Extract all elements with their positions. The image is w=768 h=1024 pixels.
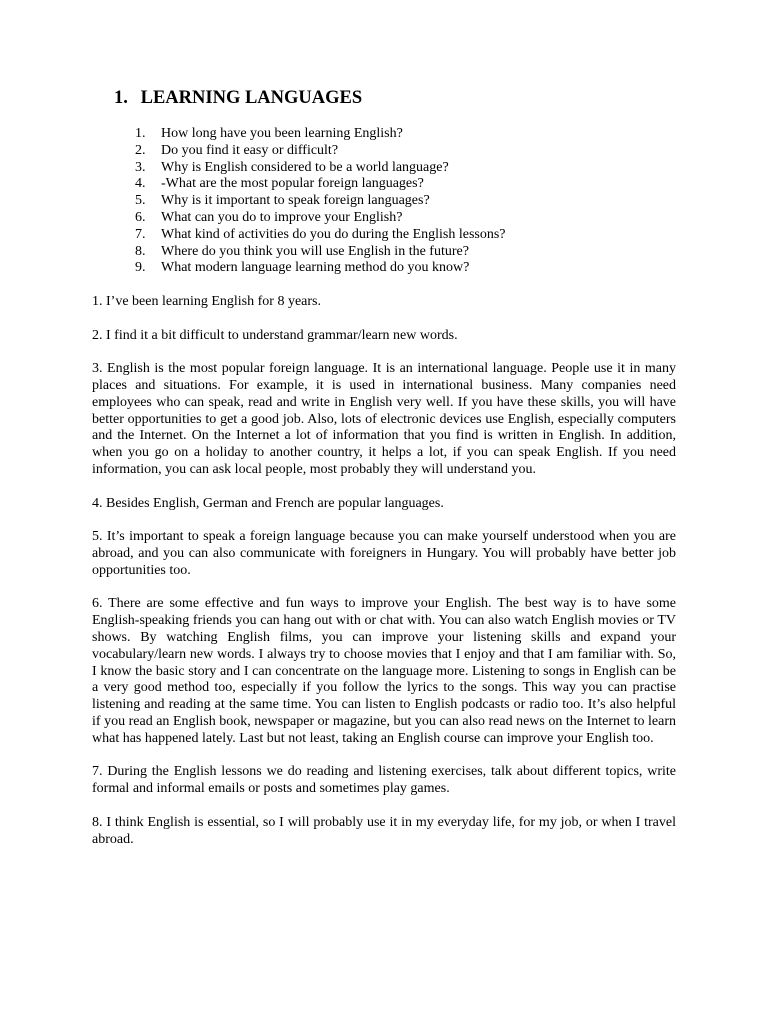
question-number: 4. (135, 176, 146, 192)
question-item (135, 176, 506, 193)
question-number: 8. (135, 243, 146, 259)
answer-paragraph: 5. It’s important to speak a foreign language because you can make yourself understood when you are abroad, and you can also communicate with foreigners in Hungary. You will probably have better job opportunities too. (92, 529, 676, 578)
question-item (135, 227, 506, 244)
answer-paragraph: 6. There are some effective and fun ways to improve your English. The best way is to have some English-speaking friends you can hang out with or chat with. You can also watch English movies or TV shows. By watching English films, you can improve your listening skills and expand your vocabulary/learn new words. I always try to choose movies that I enjoy and that I am familiar with. So, I know the basic story and I can concentrate on the language more. Listening to songs in English can be a very good method too, especially if you follow the lyrics to the songs. This way you can practise listening and reading at the same time. You can listen to English podcasts or radio too. It’s also helpful if you read an English book, newspaper or magazine, but you can also read news on the Internet to learn what has happened lately. Last but not least, taking an English course can improve your English too. (92, 596, 676, 746)
answer-paragraph: 7. During the English lessons we do reading and listening exercises, talk about different topics, write formal and informal emails or posts and sometimes play games. (92, 764, 676, 797)
question-number: 3. (135, 159, 146, 175)
question-text: How long have you been learning English? (161, 126, 403, 141)
section-title: LEARNING LANGUAGES (140, 88, 363, 108)
question-text: Why is English considered to be a world language? (161, 159, 449, 175)
question-text: -What are the most popular foreign languages? (161, 176, 424, 192)
question-text: What can you do to improve your English? (161, 209, 403, 225)
section-number: 1. (114, 88, 128, 108)
answer-paragraph: 2. I find it a bit difficult to understand grammar/learn new words. (92, 327, 458, 343)
answers-section (92, 294, 676, 865)
question-item (135, 260, 506, 277)
question-item (135, 160, 506, 177)
question-number: 2. (135, 142, 146, 158)
question-text: Do you find it easy or difficult? (161, 142, 339, 158)
question-item (135, 244, 506, 261)
question-text: What modern language learning method do you know? (161, 260, 470, 276)
answer-paragraph: 4. Besides English, German and French are popular languages. (92, 495, 444, 511)
question-item (135, 193, 506, 210)
answer-paragraph: 3. English is the most popular foreign language. It is an international language. People use it in many places and situations. For example, it is used in international business. Many companies need employees who can speak, read and write in English very well. If you have these skills, you will have better opportunities to get a good job. Also, lots of electronic devices use English, especially computers and the Internet. On the Internet a lot of information that you find is written in English. In addition, when you go on a holiday to another country, it helps a lot, if you can speak English. If you need information, you can ask local people, most probably they will understand you. (92, 361, 676, 477)
question-number: 9. (135, 260, 146, 276)
section-heading (114, 87, 362, 109)
question-item (135, 210, 506, 227)
question-item (135, 143, 506, 160)
question-text: Where do you think you will use English in the future? (161, 243, 469, 259)
question-number: 1. (135, 126, 146, 141)
answer-paragraph: 1. I’ve been learning English for 8 years. (92, 294, 321, 309)
question-number: 5. (135, 193, 146, 209)
question-text: What kind of activities do you do during the English lessons? (161, 226, 506, 242)
question-item (135, 126, 506, 143)
question-text: Why is it important to speak foreign languages? (161, 193, 430, 209)
question-number: 6. (135, 209, 146, 225)
answer-paragraph: 8. I think English is essential, so I will probably use it in my everyday life, for my job, or when I travel abroad. (92, 814, 676, 847)
question-list (135, 126, 506, 277)
question-number: 7. (135, 226, 146, 242)
